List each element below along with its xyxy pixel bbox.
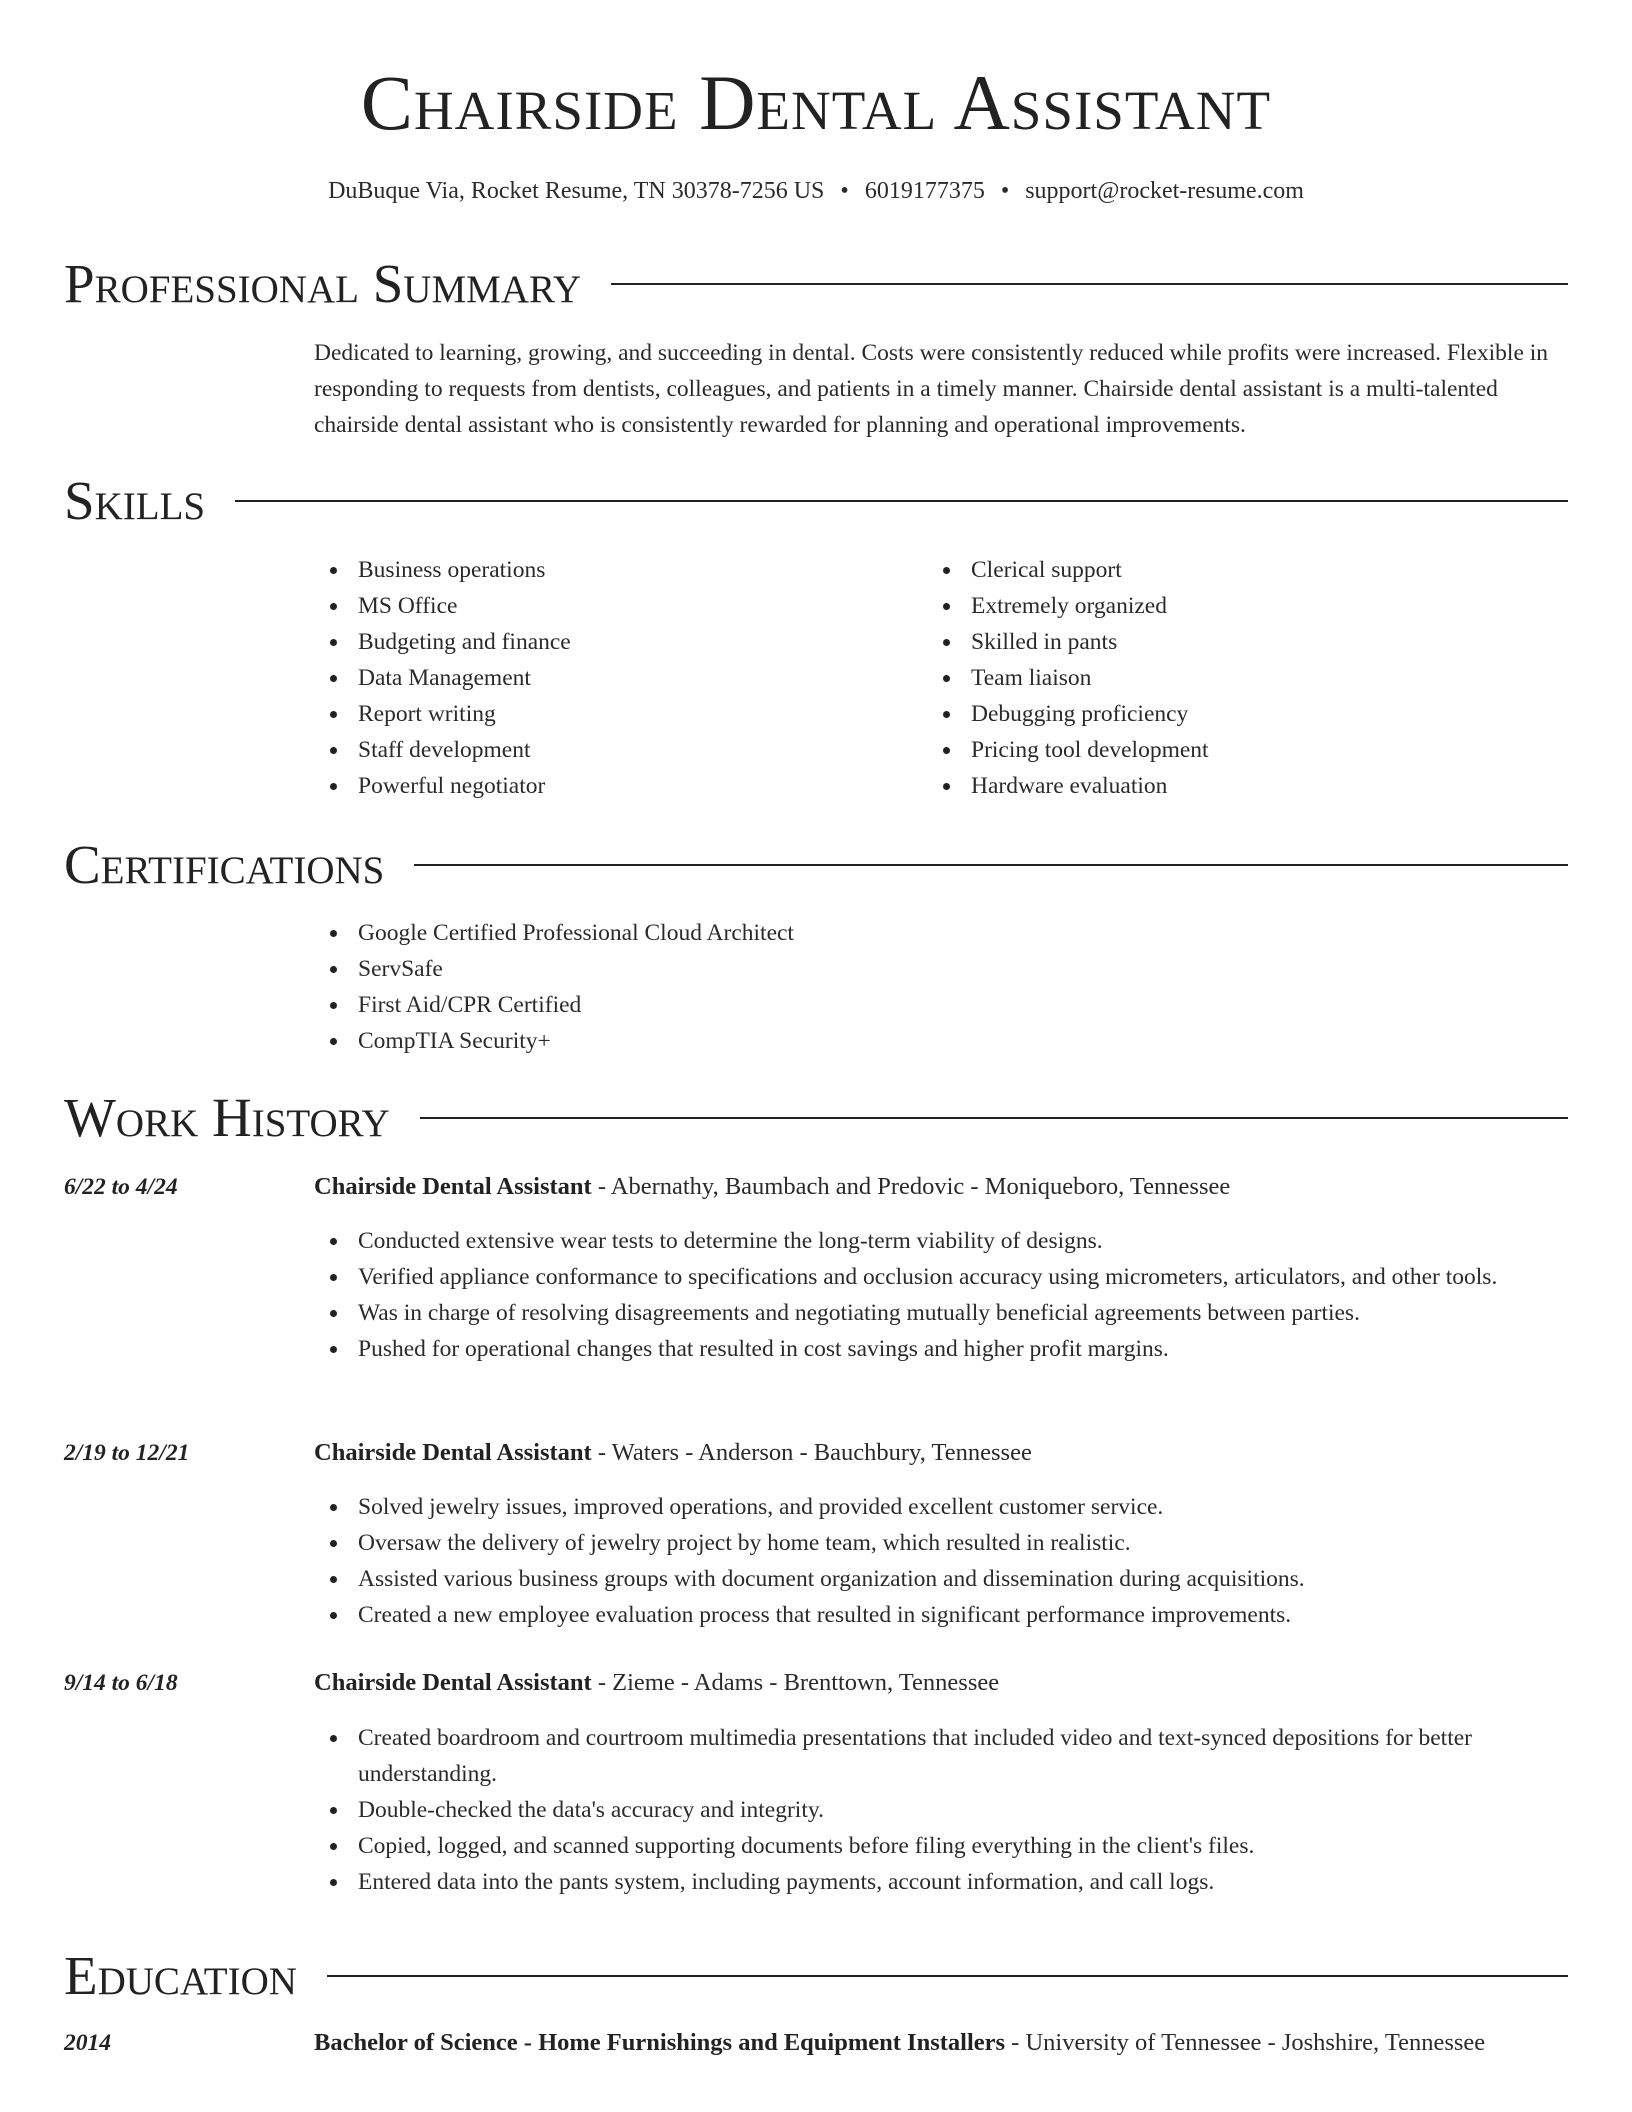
contact-separator: • bbox=[840, 178, 849, 204]
skill-item: Debugging proficiency bbox=[927, 696, 1487, 732]
education-section-header bbox=[64, 1941, 1568, 2011]
work-section-header bbox=[64, 1083, 1568, 1153]
certifications-section-header bbox=[64, 830, 1568, 900]
job-title: Chairside Dental Assistant bbox=[314, 1173, 592, 1200]
job-dates: 9/14 to 6/18 bbox=[64, 1670, 178, 1696]
section-divider bbox=[414, 864, 1568, 866]
job-bullet: Was in charge of resolving disagreements and negotiating mutually beneficial agreements between parties. bbox=[314, 1295, 1568, 1331]
education-section-title: Education bbox=[64, 1945, 297, 2006]
job-title: Chairside Dental Assistant bbox=[314, 1669, 592, 1696]
job-bullet: Copied, logged, and scanned supporting documents before filing everything in the client's files. bbox=[314, 1828, 1568, 1864]
skill-item: Budgeting and finance bbox=[314, 624, 874, 660]
skill-item: Pricing tool development bbox=[927, 732, 1487, 768]
certification-item: ServSafe bbox=[314, 951, 1568, 987]
contact-phone: 6019177375 bbox=[864, 178, 985, 204]
summary-text: Dedicated to learning, growing, and succeeding in dental. Costs were consistently reduced while profits were increased. Flexible in responding to requests from dentists, colleagues, and patients in a timely manner. Chairside dental assistant is a multi-talented chairside dental assistant who is consistently rewarded for planning and operational improvements. bbox=[314, 340, 1549, 438]
skill-item: Data Management bbox=[314, 660, 874, 696]
skill-item: Report writing bbox=[314, 696, 874, 732]
education-school: - University of Tennessee - Joshshire, Tennessee bbox=[1005, 2029, 1486, 2056]
section-divider bbox=[420, 1117, 1568, 1119]
education-year: 2014 bbox=[64, 2030, 111, 2056]
job-employer: - Waters - Anderson - Bauchbury, Tennessee bbox=[591, 1439, 1032, 1466]
job-bullet: Oversaw the delivery of jewelry project by home team, which resulted in realistic. bbox=[314, 1525, 1568, 1561]
skill-item: Skilled in pants bbox=[927, 624, 1487, 660]
job-bullets bbox=[314, 1720, 1568, 1900]
job-bullet: Verified appliance conformance to specifications and occlusion accuracy using micrometers, articulators, and other tools. bbox=[314, 1259, 1568, 1295]
job-employer: - Zieme - Adams - Brenttown, Tennessee bbox=[591, 1669, 1000, 1696]
skills-list-left bbox=[314, 552, 874, 804]
job-employer: - Abernathy, Baumbach and Predovic - Moniqueboro, Tennessee bbox=[591, 1173, 1231, 1200]
skills-section-title: Skills bbox=[64, 470, 206, 531]
skill-item: Powerful negotiator bbox=[314, 768, 874, 804]
work-section-title: Work History bbox=[64, 1087, 390, 1148]
certification-item: Google Certified Professional Cloud Architect bbox=[314, 915, 1568, 951]
job-bullet: Assisted various business groups with document organization and dissemination during acquisitions. bbox=[314, 1561, 1568, 1597]
job-bullet: Created a new employee evaluation process that resulted in significant performance improvements. bbox=[314, 1597, 1568, 1633]
job-bullet: Pushed for operational changes that resulted in cost savings and higher profit margins. bbox=[314, 1331, 1568, 1367]
section-divider bbox=[611, 283, 1568, 285]
skill-item: Business operations bbox=[314, 552, 874, 588]
certification-item: CompTIA Security+ bbox=[314, 1023, 1568, 1059]
contact-email: support@rocket-resume.com bbox=[1025, 178, 1304, 204]
skill-item: Team liaison bbox=[927, 660, 1487, 696]
job-bullet: Conducted extensive wear tests to determine the long-term viability of designs. bbox=[314, 1223, 1568, 1259]
job-bullets bbox=[314, 1489, 1568, 1633]
job-header bbox=[314, 1435, 1568, 1471]
job-header bbox=[314, 1169, 1568, 1205]
job-bullets bbox=[314, 1223, 1568, 1367]
resume-name: Chairside Dental Assistant bbox=[360, 59, 1272, 146]
job-title: Chairside Dental Assistant bbox=[314, 1439, 592, 1466]
skill-item: Extremely organized bbox=[927, 588, 1487, 624]
job-dates: 6/22 to 4/24 bbox=[64, 1174, 178, 1200]
job-dates: 2/19 to 12/21 bbox=[64, 1440, 190, 1466]
skill-item: Hardware evaluation bbox=[927, 768, 1487, 804]
job-bullet: Entered data into the pants system, including payments, account information, and call logs. bbox=[314, 1864, 1568, 1900]
summary-section-header bbox=[64, 249, 1568, 319]
skill-item: MS Office bbox=[314, 588, 874, 624]
contact-line bbox=[0, 176, 1632, 206]
job-bullet: Created boardroom and courtroom multimedia presentations that included video and text-synced depositions for better understanding. bbox=[314, 1720, 1568, 1792]
education-entry bbox=[314, 2025, 1568, 2061]
skill-item: Clerical support bbox=[927, 552, 1487, 588]
certification-item: First Aid/CPR Certified bbox=[314, 987, 1568, 1023]
job-bullet: Double-checked the data's accuracy and integrity. bbox=[314, 1792, 1568, 1828]
skills-list-right bbox=[927, 552, 1487, 804]
education-degree: Bachelor of Science - Home Furnishings and Equipment Installers bbox=[314, 2029, 1006, 2056]
job-header bbox=[314, 1665, 1568, 1701]
job-bullet: Solved jewelry issues, improved operations, and provided excellent customer service. bbox=[314, 1489, 1568, 1525]
summary-section-title: Professional Summary bbox=[64, 253, 582, 314]
section-divider bbox=[327, 1975, 1568, 1977]
section-divider bbox=[235, 500, 1568, 502]
skill-item: Staff development bbox=[314, 732, 874, 768]
contact-separator: • bbox=[1000, 178, 1010, 204]
certifications-section-title: Certifications bbox=[64, 834, 385, 895]
skills-section-header bbox=[64, 466, 1568, 536]
contact-address: DuBuque Via, Rocket Resume, TN 30378-7256 US bbox=[328, 178, 825, 204]
certifications-list bbox=[314, 915, 1568, 1059]
